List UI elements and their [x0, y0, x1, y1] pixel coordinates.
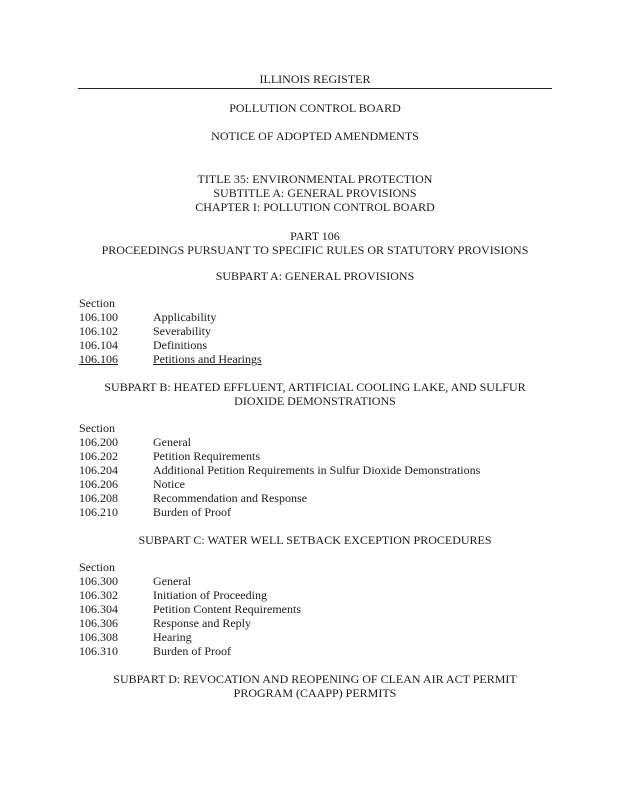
section-row [79, 575, 549, 588]
section-title: General [153, 435, 191, 449]
part-number: PART 106 [290, 229, 340, 243]
board-name: POLLUTION CONTROL BOARD [229, 101, 401, 115]
section-number: 106.310 [79, 644, 118, 658]
section-number: 106.104 [79, 338, 118, 352]
subtitle-line: SUBTITLE A: GENERAL PROVISIONS [213, 186, 417, 200]
section-title-underlined: Petitions and Hearings [153, 352, 262, 366]
section-row [79, 478, 549, 491]
section-label: Section [79, 560, 115, 574]
section-row [79, 645, 549, 658]
section-row [79, 436, 549, 449]
section-number: 106.302 [79, 588, 118, 602]
section-row [79, 311, 549, 324]
section-label: Section [79, 421, 115, 435]
section-row [79, 450, 549, 463]
subpart-d-heading-line2: PROGRAM (CAAPP) PERMITS [233, 686, 397, 700]
section-title: Notice [153, 477, 185, 491]
section-title: Applicability [153, 310, 217, 324]
section-row [79, 339, 549, 352]
subpart-b-heading-line2: DIOXIDE DEMONSTRATIONS [234, 394, 396, 408]
section-number: 106.210 [79, 505, 118, 519]
section-row [79, 492, 549, 505]
section-row [79, 617, 549, 630]
section-number: 106.306 [79, 616, 118, 630]
section-title: Recommendation and Response [153, 491, 307, 505]
section-title: Petition Requirements [153, 449, 260, 463]
header-rule [78, 88, 552, 89]
notice-title: NOTICE OF ADOPTED AMENDMENTS [211, 129, 419, 143]
subpart-c-heading: SUBPART C: WATER WELL SETBACK EXCEPTION PROCEDURES [138, 533, 492, 547]
section-number: 106.300 [79, 574, 118, 588]
subpart-d-heading-line1: SUBPART D: REVOCATION AND REOPENING OF CLEAN AIR ACT PERMIT [113, 672, 517, 686]
section-title: Burden of Proof [153, 644, 231, 658]
section-number-underlined: 106.106 [79, 352, 118, 366]
section-title: Petition Content Requirements [153, 602, 301, 616]
section-label: Section [79, 296, 115, 310]
section-number: 106.100 [79, 310, 118, 324]
section-row [79, 325, 549, 338]
section-row-amended [79, 353, 549, 366]
section-number: 106.208 [79, 491, 118, 505]
section-number: 106.204 [79, 463, 118, 477]
section-number: 106.200 [79, 435, 118, 449]
section-row [79, 464, 549, 477]
section-number: 106.202 [79, 449, 118, 463]
section-row [79, 506, 549, 519]
section-title: General [153, 574, 191, 588]
section-number: 106.308 [79, 630, 118, 644]
section-number: 106.102 [79, 324, 118, 338]
section-title: Additional Petition Requirements in Sulfur Dioxide Demonstrations [153, 463, 481, 477]
section-row [79, 603, 549, 616]
section-row [79, 631, 549, 644]
chapter-line: CHAPTER I: POLLUTION CONTROL BOARD [195, 200, 435, 214]
section-number: 106.304 [79, 602, 118, 616]
part-heading: PROCEEDINGS PURSUANT TO SPECIFIC RULES OR STATUTORY PROVISIONS [101, 243, 529, 257]
section-title: Burden of Proof [153, 505, 231, 519]
section-number: 106.206 [79, 477, 118, 491]
register-header: ILLINOIS REGISTER [259, 72, 371, 86]
section-title: Response and Reply [153, 616, 251, 630]
subpart-b-heading-line1: SUBPART B: HEATED EFFLUENT, ARTIFICIAL COOLING LAKE, AND SULFUR [104, 380, 526, 394]
section-title: Severability [153, 324, 211, 338]
section-title: Definitions [153, 338, 207, 352]
subpart-a-heading: SUBPART A: GENERAL PROVISIONS [215, 269, 415, 283]
section-title: Hearing [153, 630, 192, 644]
section-row [79, 589, 549, 602]
section-title: Initiation of Proceeding [153, 588, 267, 602]
title-line: TITLE 35: ENVIRONMENTAL PROTECTION [197, 172, 433, 186]
